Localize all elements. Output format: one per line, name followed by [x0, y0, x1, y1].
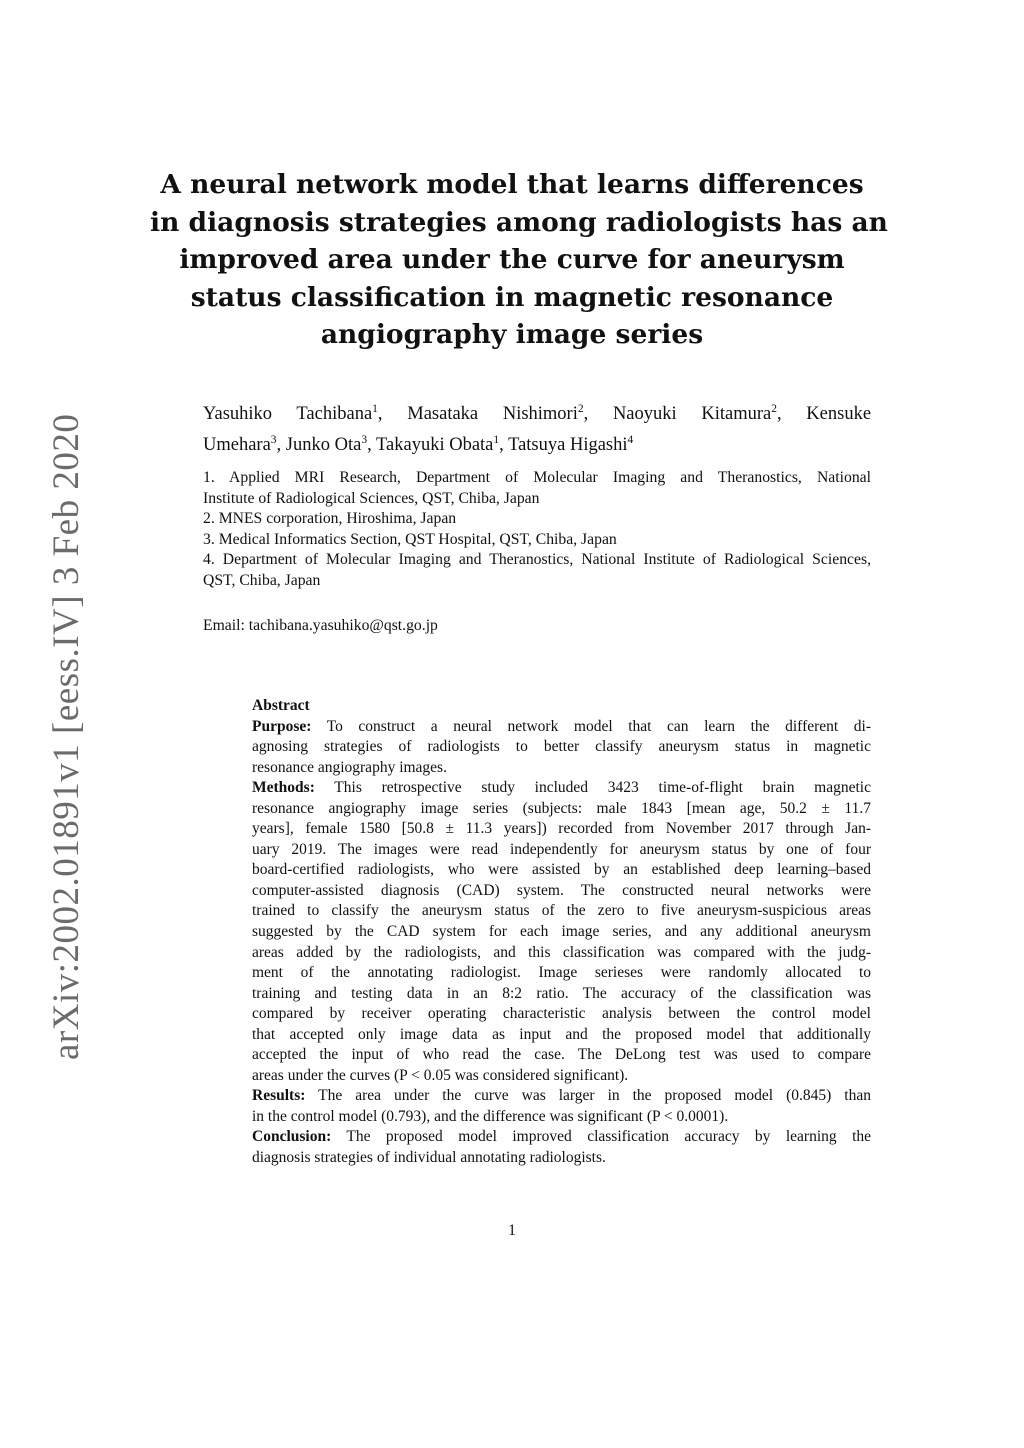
abstract-results: [252, 1086, 871, 1127]
abstract-line: board-certified radiologists, who were assisted by an established deep learning–based: [252, 861, 871, 879]
author-list: Yasuhiko Tachibana$^1$, Masataka Nishimori$^2$, Naoyuki Kitamura$^2$, Kensuke Umehara$^3$, Junko Ota$^3$, Takayuki Obata$^1$, Tatsuya Higashi$^4$: [203, 403, 872, 456]
author-name-part: Umehara: [203, 435, 271, 456]
abstract-methods: [252, 778, 871, 1086]
affiliation-line: Institute of Radiological Sciences, QST, Chiba, Japan: [203, 489, 540, 507]
abstract-section-label: Results:: [252, 1087, 306, 1105]
abstract-line: agnosing strategies of radiologists to better classify aneurysm status in magnetic: [252, 738, 871, 756]
affiliation: [203, 530, 871, 551]
page-number: 1: [508, 1222, 516, 1239]
abstract-purpose: [252, 717, 871, 779]
abstract-line: resonance angiography images.: [252, 758, 447, 776]
affiliations: [203, 468, 871, 592]
abstract-line: ment of the annotating radiologist. Image serieses were randomly allocated to: [252, 964, 871, 982]
affiliation: [203, 468, 871, 509]
author-name: Naoyuki Kitamura: [612, 404, 772, 425]
affiliation-line: 4. Department of Molecular Imaging and Theranostics, National Institute of Radiological Sciences,: [203, 551, 871, 569]
abstract-conclusion: [252, 1127, 871, 1168]
paper-title: [150, 166, 888, 354]
abstract: [252, 696, 871, 1169]
affiliation-line: 2. MNES corporation, Hiroshima, Japan: [203, 510, 457, 528]
abstract-line: compared by receiver operating characteristic analysis between the control model: [252, 1005, 871, 1023]
author-name: Masataka Nishimori: [407, 404, 578, 425]
abstract-line: training and testing data in an 8:2 ratio. The accuracy of the classification was: [252, 984, 871, 1002]
abstract-line: areas under the curves (P < 0.05 was considered significant).: [252, 1066, 629, 1084]
author-name-part: Kensuke: [806, 404, 872, 425]
abstract-line: Purpose: To construct a neural network model that can learn the different di-: [252, 717, 871, 735]
abstract-line: uary 2019. The images were read independently for aneurysm status by one of four: [252, 840, 871, 858]
title-line: A neural network model that learns differences: [160, 169, 864, 200]
abstract-line: Methods: This retrospective study included 3423 time-of-flight brain magnetic: [252, 779, 871, 797]
abstract-line: years], female 1580 [50.8 ± 11.3 years]) recorded from November 2017 through Jan-: [252, 820, 871, 838]
abstract-heading: Abstract: [252, 697, 310, 714]
affiliation-line: 1. Applied MRI Research, Department of Molecular Imaging and Theranostics, National: [203, 469, 871, 486]
abstract-line: Conclusion: The proposed model improved classification accuracy by learning the: [252, 1128, 871, 1146]
affiliation-line: QST, Chiba, Japan: [203, 571, 321, 589]
affiliation-marker: 1: [493, 434, 500, 447]
abstract-line: resonance angiography image series (subjects: male 1843 [mean age, 50.2 ± 11.7: [252, 799, 871, 817]
abstract-line: computer-assisted diagnosis (CAD) system. The constructed neural networks were: [252, 881, 871, 899]
abstract-line: diagnosis strategies of individual annotating radiologists.: [252, 1149, 606, 1167]
abstract-line: Results: The area under the curve was larger in the proposed model (0.845) than: [252, 1087, 871, 1105]
title-line: in diagnosis strategies among radiologists has an: [150, 206, 888, 238]
affiliation-marker: 2: [771, 403, 777, 415]
affiliation-marker: 2: [577, 403, 584, 415]
author-name: Yasuhiko Tachibana: [203, 404, 373, 425]
author-name: Tatsuya Higashi: [508, 435, 628, 456]
title-line: angiography image series: [320, 319, 704, 350]
affiliation-marker: 3: [270, 434, 277, 447]
affiliation-line: 3. Medical Informatics Section, QST Hospital, QST, Chiba, Japan: [203, 530, 617, 548]
abstract-line: suggested by the CAD system for each image series, and any additional aneurysm: [252, 923, 871, 941]
abstract-line: accepted the input of who read the case. The DeLong test was used to compare: [252, 1046, 871, 1064]
affiliation-marker: 4: [627, 434, 634, 447]
contact-email: Email: tachibana.yasuhiko@qst.go.jp: [203, 617, 438, 634]
title-line: status classification in magnetic resonance: [190, 281, 834, 313]
author-name: Junko Ota: [285, 435, 362, 456]
title-line: improved area under the curve for aneurysm: [179, 244, 845, 275]
abstract-line: in the control model (0.793), and the difference was significant (P < 0.0001).: [252, 1107, 729, 1125]
affiliation: [203, 509, 871, 530]
abstract-line: that accepted only image data as input and the proposed model that additionally: [252, 1025, 871, 1043]
affiliation: [203, 550, 871, 591]
author-name: Takayuki Obata: [376, 435, 494, 456]
abstract-section-label: Conclusion:: [252, 1128, 332, 1146]
affiliation-marker: 3: [361, 434, 368, 447]
arxiv-identifier-stamp: arXiv:2002.01891v1 [eess.IV] 3 Feb 2020: [46, 413, 87, 1060]
abstract-line: trained to classify the aneurysm status of the zero to five aneurysm-suspicious areas: [252, 902, 871, 920]
abstract-line: areas added by the radiologists, and this classification was compared with the judg-: [252, 943, 871, 961]
abstract-section-label: Purpose:: [252, 717, 312, 735]
abstract-section-label: Methods:: [252, 779, 315, 797]
affiliation-marker: 1: [372, 403, 378, 415]
